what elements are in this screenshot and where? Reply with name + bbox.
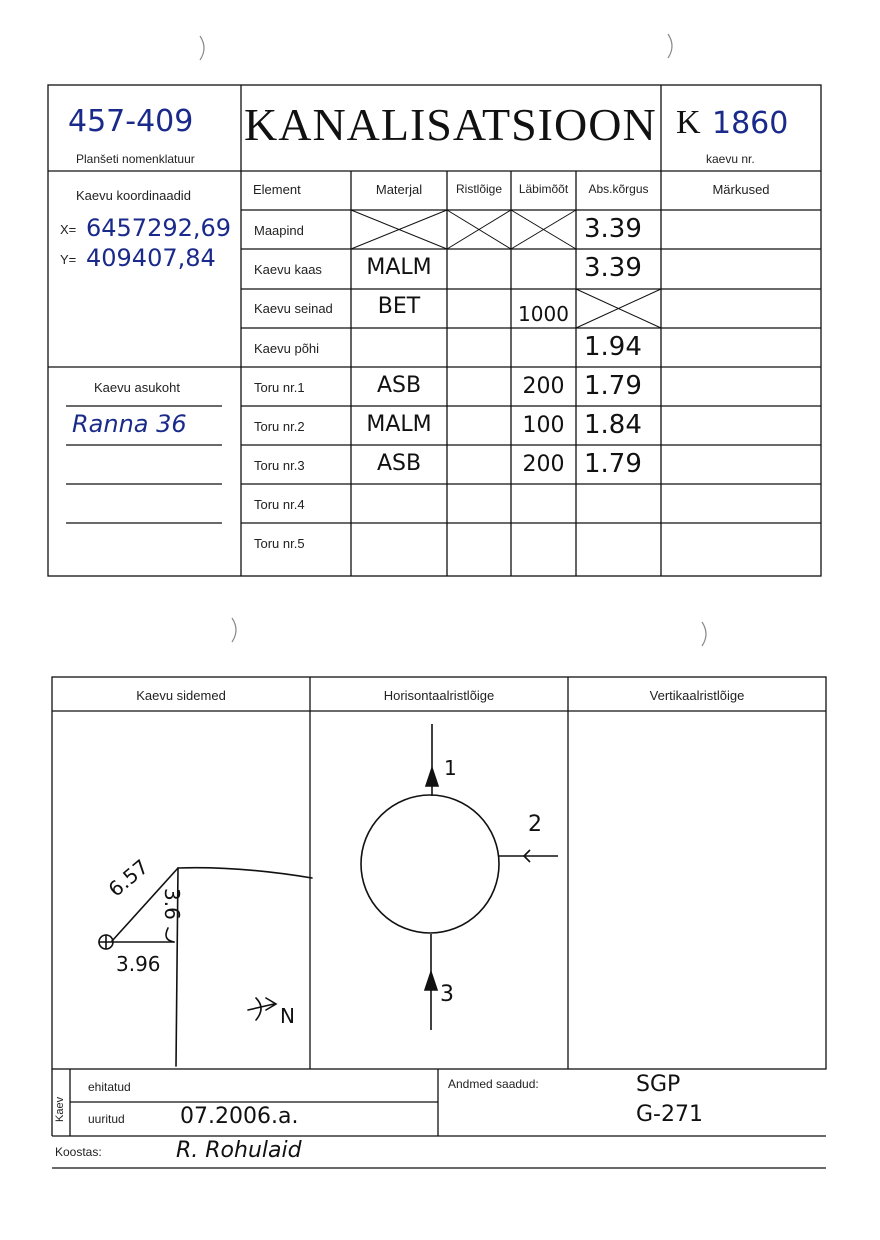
col-header-element: Element bbox=[253, 182, 301, 197]
cell-material: MALM bbox=[366, 412, 432, 437]
compass-label: N bbox=[280, 1004, 295, 1028]
sketch-header-vertical: Vertikaalristlõige bbox=[649, 688, 745, 703]
author-signature: R. Rohulaid bbox=[176, 1138, 302, 1163]
col-header-material: Materjal bbox=[375, 182, 423, 197]
col-header-abs-height: Abs.kõrgus bbox=[588, 182, 649, 196]
tie-diagonal-value: 6.57 bbox=[103, 854, 154, 902]
well-number: 1860 bbox=[712, 106, 789, 141]
location-value: Ranna 36 bbox=[72, 410, 187, 438]
tie-horizontal-value: 3.96 bbox=[116, 952, 161, 976]
pipe-1-label: 1 bbox=[444, 756, 457, 780]
cell-height: 3.39 bbox=[584, 214, 642, 244]
col-header-diameter: Läbimõõt bbox=[518, 182, 569, 196]
row-element-label: Maapind bbox=[254, 223, 304, 238]
cell-diameter: 100 bbox=[522, 413, 565, 438]
page-title: KANALISATSIOON bbox=[244, 99, 657, 150]
nomenclature-value: 457-409 bbox=[68, 104, 194, 139]
data-source-value-1: SGP bbox=[636, 1072, 681, 1097]
tie-vertical-value: 3.6 bbox=[160, 888, 184, 920]
location-label: Kaevu asukoht bbox=[94, 380, 181, 395]
cell-diameter: 200 bbox=[522, 374, 565, 399]
cell-height: 3.39 bbox=[584, 253, 642, 283]
sketch-header-ties: Kaevu sidemed bbox=[136, 688, 226, 703]
pipe-2-label: 2 bbox=[528, 812, 542, 837]
x-coordinate: 6457292,69 bbox=[86, 214, 232, 242]
row-element-label: Toru nr.1 bbox=[254, 380, 305, 395]
surveyed-label: uuritud bbox=[88, 1112, 125, 1126]
col-header-cross-section: Ristlõige bbox=[455, 182, 503, 196]
cell-height: 1.84 bbox=[584, 410, 642, 440]
nomenclature-label: Planšeti nomenklatuur bbox=[76, 152, 195, 166]
pipe-3-label: 3 bbox=[440, 982, 454, 1007]
cell-diameter: 200 bbox=[522, 452, 565, 477]
author-label: Koostas: bbox=[55, 1145, 102, 1159]
coords-label: Kaevu koordinaadid bbox=[76, 188, 191, 203]
cell-height: 1.79 bbox=[584, 371, 642, 401]
well-side-label: Kaev bbox=[54, 1096, 66, 1122]
cell-material: BET bbox=[377, 294, 421, 319]
well-number-label: kaevu nr. bbox=[706, 152, 755, 166]
y-label: Y= bbox=[60, 252, 77, 267]
well-prefix: K bbox=[676, 104, 701, 141]
row-element-label: Toru nr.3 bbox=[254, 458, 305, 473]
y-coordinate: 409407,84 bbox=[86, 244, 216, 272]
data-source-value-2: G-271 bbox=[636, 1102, 703, 1127]
cell-material: ASB bbox=[376, 451, 422, 476]
cell-material: MALM bbox=[366, 255, 432, 280]
cell-diameter: 1000 bbox=[518, 302, 569, 326]
cell-height: 1.94 bbox=[584, 332, 642, 362]
row-element-label: Toru nr.2 bbox=[254, 419, 305, 434]
built-label: ehitatud bbox=[88, 1080, 131, 1094]
surveyed-value: 07.2006.a. bbox=[180, 1104, 299, 1129]
sketch-header-horizontal: Horisontaalristlõige bbox=[383, 688, 495, 703]
row-element-label: Kaevu seinad bbox=[254, 301, 333, 316]
row-element-label: Kaevu kaas bbox=[254, 262, 322, 277]
row-element-label: Toru nr.5 bbox=[254, 536, 305, 551]
col-header-notes: Märkused bbox=[712, 182, 770, 197]
row-element-label: Toru nr.4 bbox=[254, 497, 305, 512]
cell-height: 1.79 bbox=[584, 449, 642, 479]
row-element-label: Kaevu põhi bbox=[254, 341, 320, 356]
cell-material: ASB bbox=[376, 373, 422, 398]
x-label: X= bbox=[60, 222, 77, 237]
data-source-label: Andmed saadud: bbox=[448, 1077, 539, 1091]
